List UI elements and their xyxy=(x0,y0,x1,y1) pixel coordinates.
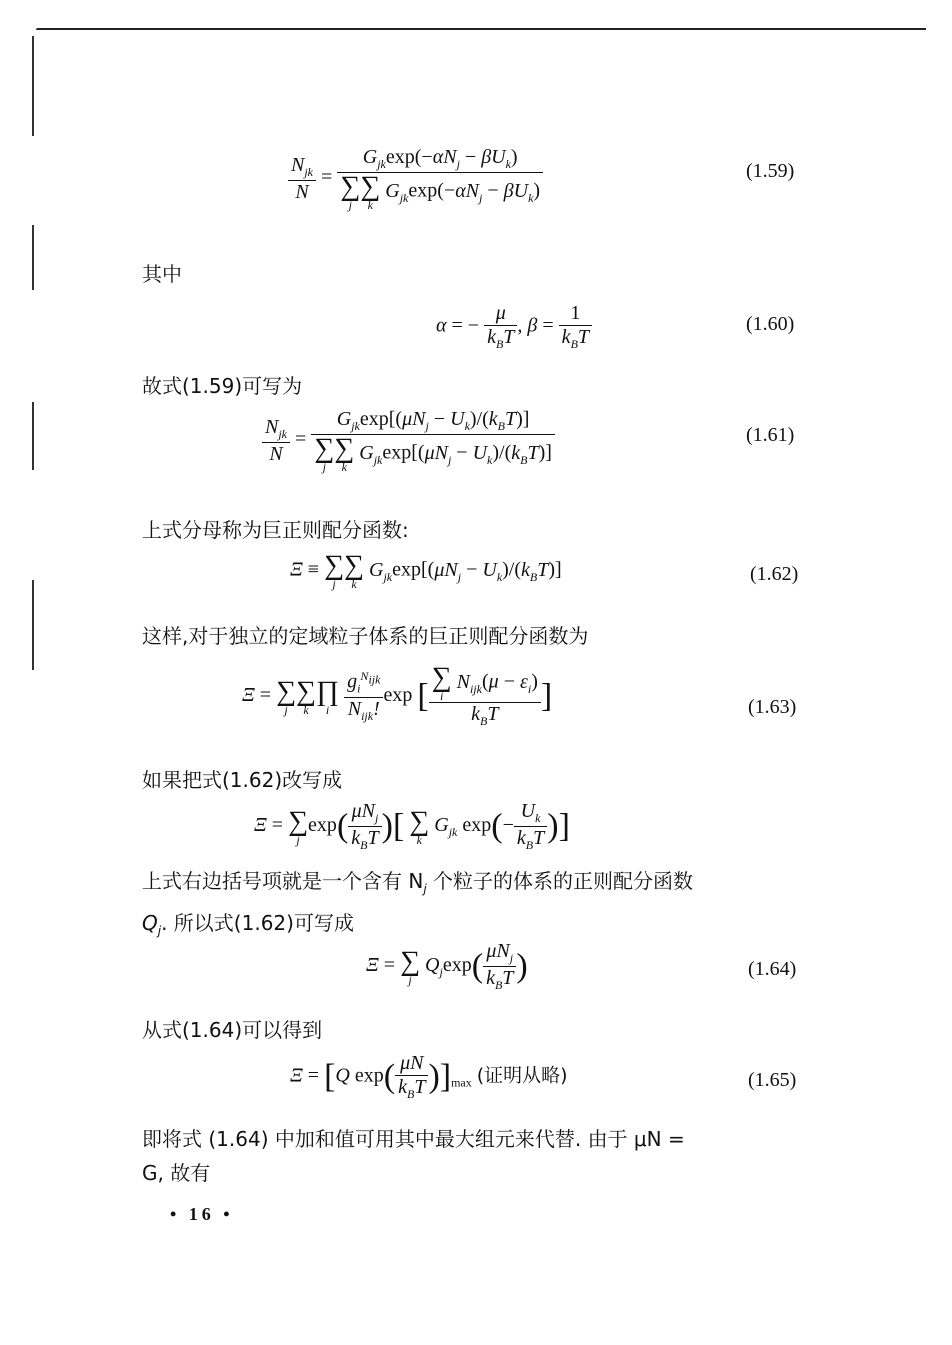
proof-omitted-note: (证明从略) xyxy=(476,1064,568,1087)
paragraph-text: 上式分母称为巨正则配分函数: xyxy=(142,518,409,542)
equation-number: (1.61) xyxy=(746,424,795,446)
equation-1-65: Ξ = [Q exp( $\frac{\mu N}{k_BT}$ )]$_{max}$ (证明从略) xyxy=(290,1052,568,1101)
equation-1-59: $\frac{N_{jk}}{N}$ = $G_{jk}\exp(-\alpha N_j - \beta U_k)$ ∑ j ∑ k $G_{jk}\exp(-\alpha N_j - \beta U_k)$ xyxy=(288,146,543,211)
paragraph-text: 这样,对于独立的定域粒子体系的巨正则配分函数为 xyxy=(142,624,589,648)
equation-number: (1.60) xyxy=(746,313,795,335)
equation-1-63: Ξ = ∑ j ∑ k ∏ i $\frac{g_i^{N_{ijk}}}{N_{ijk}!}$ exp [ ∑ i $N_{ijk}(\mu - \varepsilon_i)$ $k_BT$ ] xyxy=(242,662,553,728)
paragraph-text: 即将式 (1.64) 中加和值可用其中最大组元来代替. 由于 μN = G, 故有 xyxy=(142,1127,685,1185)
paragraph-text: 故式(1.59)可写为 xyxy=(142,374,303,398)
equation-number: (1.65) xyxy=(748,1069,797,1091)
equation-1-64: Ξ = ∑ j $Q_j\exp$( $\frac{\mu N_j}{k_BT}$ ) xyxy=(366,940,528,992)
scan-edge-mark xyxy=(32,402,34,470)
paragraph-text: 如果把式(1.62)改写成 xyxy=(142,768,343,792)
paragraph-text: 其中 xyxy=(142,262,182,286)
equation-1-61: $\frac{N_{jk}}{N}$ = $G_{jk}\exp[(\mu N_j - U_k)/(k_BT)]$ ∑ j ∑ k $G_{jk}\exp[(\mu N_j - U_k)/(k_BT)]$ xyxy=(262,408,555,473)
equation-1-62-rewritten: Ξ = ∑ j exp( $\frac{\mu N_j}{k_BT}$ )[ ∑ k $G_{jk}$ exp(− $\frac{U_k}{k_BT}$ )] xyxy=(254,800,570,852)
equation-number: (1.62) xyxy=(750,563,799,585)
equation-1-62: Ξ ≡ ∑ j ∑ k $G_{jk}\exp[(\mu N_j - U_k)/(k_BT)]$ xyxy=(290,550,562,591)
equation-number: (1.63) xyxy=(748,696,797,718)
page-top-rule xyxy=(36,28,926,30)
equation-number: (1.59) xyxy=(746,160,795,182)
scan-edge-mark xyxy=(32,580,34,670)
scan-edge-mark xyxy=(32,225,34,290)
paragraph-text: 从式(1.64)可以得到 xyxy=(142,1018,323,1042)
scan-edge-mark xyxy=(32,36,34,136)
equation-1-60: α = − $\frac{\mu}{k_BT}$ , β = $\frac{1}{k_BT}$ xyxy=(436,302,592,352)
equation-number: (1.64) xyxy=(748,958,797,980)
paragraph-text: 上式右边括号项就是一个含有 $N_j$ 个粒子的体系的正则配分函数 $Q_j$. 所以式(1.62)可写成 xyxy=(142,869,694,938)
page-number: • 16 • xyxy=(170,1204,234,1224)
